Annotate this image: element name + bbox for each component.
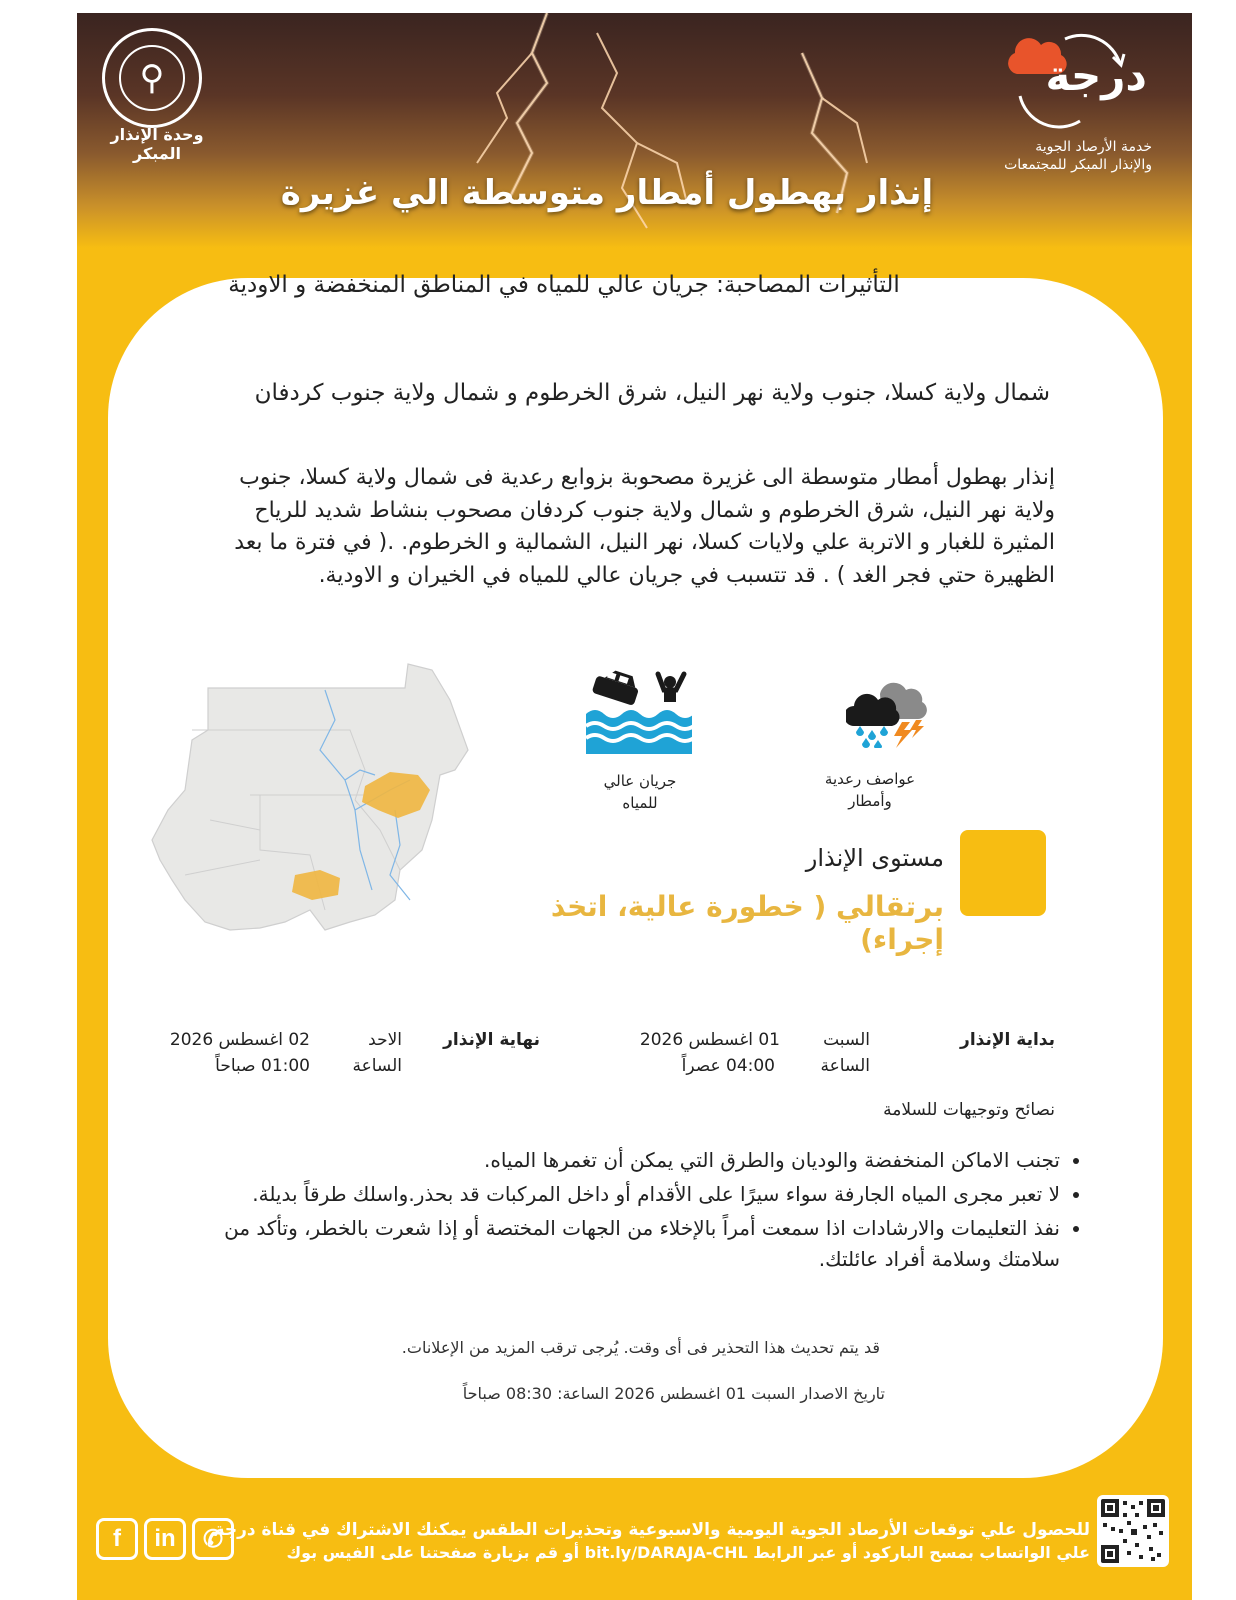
issue-date-line: تاريخ الاصدار السبت 01 اغسطس 2026 الساعة: 08:30 صباحاً <box>462 1384 885 1403</box>
storm-label: عواصف رعدية وأمطار <box>824 770 916 810</box>
start-date: 01 اغسطس 2026 <box>639 1030 780 1050</box>
brand-line-1: خدمة الأرصاد الجوية <box>1035 139 1152 155</box>
sudan-map <box>150 660 480 945</box>
start-time: 04:00 عصراً <box>681 1056 775 1076</box>
safety-tip: • لا تعبر مجرى المياه الجارفة سواء سيرًا على الأقدام أو داخل المركبات قد بحذر.واسلك طرقاً بديلة. <box>200 1179 1060 1210</box>
flood-icon <box>586 670 692 754</box>
brand-line-2: والإنذار المبكر للمجتمعات <box>1004 157 1152 173</box>
whatsapp-icon[interactable]: ✆ <box>192 1518 234 1560</box>
end-date: 02 اغسطس 2026 <box>169 1030 310 1050</box>
emblem-icon: ⚲ <box>119 45 185 111</box>
warning-title: إنذار بهطول أمطار متوسطة الي غزيرة <box>280 173 934 213</box>
update-note: قد يتم تحديث هذا التحذير فى أى وقت. يُرجى ترقب المزيد من الإعلانات. <box>401 1338 880 1357</box>
safety-tips-list <box>200 1145 1090 1278</box>
flood-label: جريان عالي للمياه <box>603 772 677 812</box>
regions-text: شمال ولاية كسلا، جنوب ولاية نهر النيل، شرق الخرطوم و شمال ولاية جنوب كردفان <box>254 380 1050 406</box>
alert-level-label: مستوى الإنذار <box>805 844 944 872</box>
brand-name: درجة <box>1045 51 1147 100</box>
end-time-label: الساعة <box>352 1056 402 1076</box>
linkedin-icon[interactable]: in <box>144 1518 186 1560</box>
end-day: الاحد <box>368 1030 402 1050</box>
alert-level-value: برتقالي ( خطورة عالية، اتخذ إجراء) <box>550 890 944 956</box>
end-time: 01:00 صباحاً <box>215 1056 310 1076</box>
warning-description: إنذار بهطول أمطار متوسطة الى غزيرة مصحوبة بزوابع رعدية فى شمال ولاية كسلا، جنوب ولاية نهر النيل، شرق الخرطوم و شمال ولاية جنوب كردفان مصحوب بنشاط شديد للرياح المثيرة للغبار و الاتربة علي ولايات كسلا، نهر النيل، الشمالية و الخرطوم. .( في فترة ما بعد الظهيرة حتي فجر الغد ) . قد تتسبب في جريان عالي للمياه في الخيران و الاودية. <box>234 465 1055 588</box>
alert-level-swatch <box>960 830 1046 916</box>
safety-tip: • تجنب الاماكن المنخفضة والوديان والطرق التي يمكن أن تغمرها المياه. <box>200 1145 1060 1176</box>
footer-line-2[interactable]: علي الواتساب بمسح الباركود أو عبر الرابط bit.ly/DARAJA-CHL أو قم بزيارة صفحتنا على الفيس بوك <box>286 1543 1090 1562</box>
footer-line-1: للحصول علي توقعات الأرصاد الجوية اليومية والاسبوعية وتحذيرات الطقس يمكنك الاشتراك في قناة درجة <box>214 1520 1090 1540</box>
facebook-icon[interactable]: f <box>96 1518 138 1560</box>
qr-code[interactable] <box>1097 1495 1169 1567</box>
social-links <box>96 1518 234 1564</box>
start-time-label: الساعة <box>820 1056 870 1076</box>
header-banner <box>77 13 1192 248</box>
start-day: السبت <box>823 1030 870 1050</box>
end-label: نهاية الإنذار <box>443 1030 540 1050</box>
meteorological-authority-logo <box>102 28 202 128</box>
safety-heading: نصائح وتوجيهات للسلامة <box>883 1100 1055 1120</box>
impacts-text: التأثيرات المصاحبة: جريان عالي للمياه في المناطق المنخفضة و الاودية <box>228 272 900 298</box>
thunderstorm-icon <box>846 676 928 748</box>
safety-tip: • نفذ التعليمات والارشادات اذا سمعت أمراً بالإخلاء من الجهات المختصة أو إذا شعرت بالخطر، وتأكد من سلامتك وسلامة أفراد عائلتك. <box>200 1213 1060 1275</box>
unit-name: وحدة الإنذار المبكر <box>110 125 204 163</box>
start-label: بداية الإنذار <box>960 1030 1055 1050</box>
